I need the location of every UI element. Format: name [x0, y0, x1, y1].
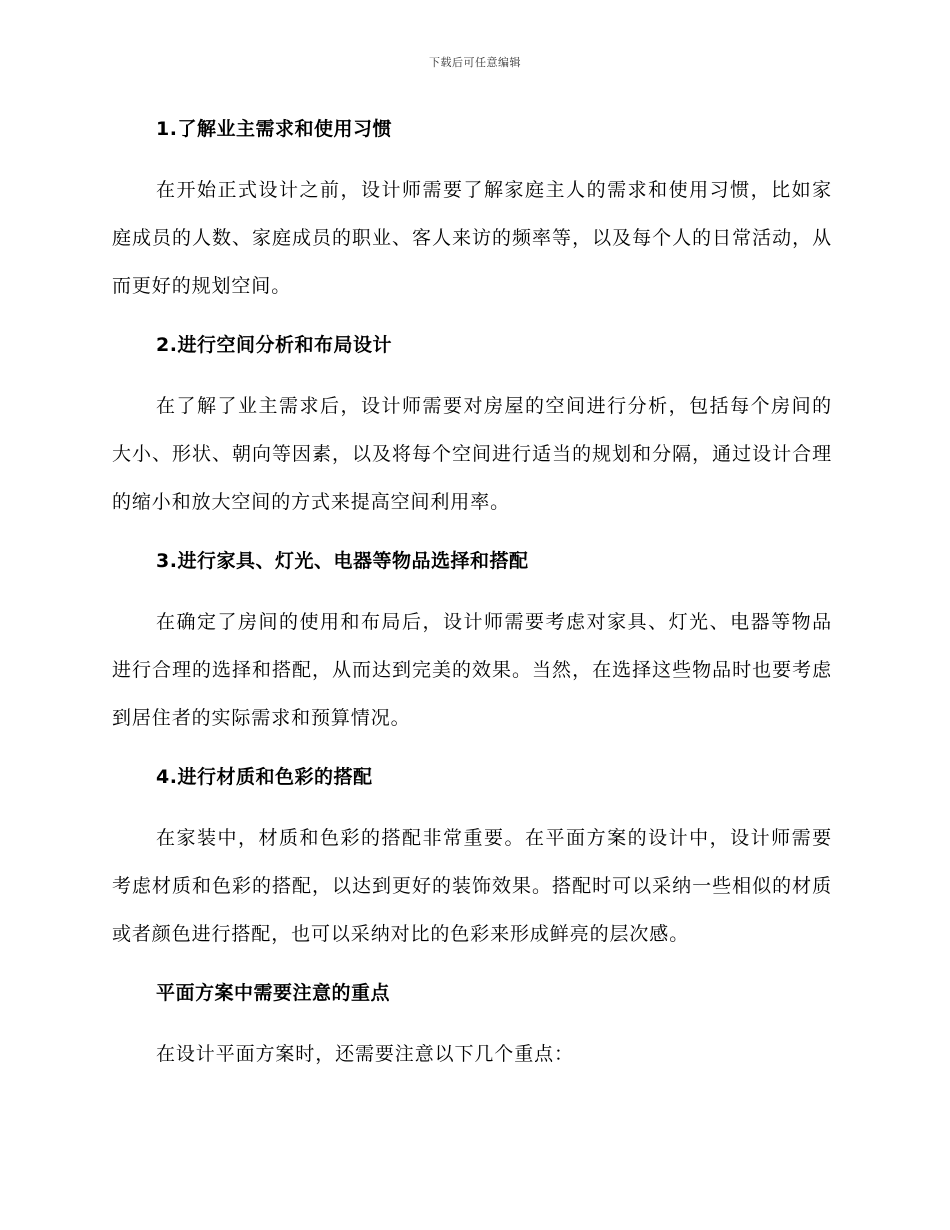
section-paragraph: 在开始正式设计之前，设计师需要了解家庭主人的需求和使用习惯，比如家庭成员的人数、家庭成员的职业、客人来访的频率等，以及每个人的日常活动，从而更好的规划空间。: [112, 179, 832, 297]
section-3: [112, 544, 832, 760]
section-heading: 2.进行空间分析和布局设计: [156, 334, 392, 356]
section-2: [112, 328, 832, 544]
section-heading: 3.进行家具、灯光、电器等物品选择和搭配: [156, 550, 529, 572]
section-4: [112, 760, 832, 976]
section-heading: 1.了解业主需求和使用习惯: [156, 118, 392, 140]
header-note: 下载后可任意编辑: [429, 56, 521, 69]
section-paragraph: 在了解了业主需求后，设计师需要对房屋的空间进行分析，包括每个房间的大小、形状、朝向等因素，以及将每个空间进行适当的规划和分隔，通过设计合理的缩小和放大空间的方式来提高空间利用率。: [112, 395, 832, 513]
document-body: [112, 112, 832, 1078]
section-1: [112, 112, 832, 328]
section-paragraph: 在设计平面方案时，还需要注意以下几个重点：: [156, 1043, 574, 1065]
section-heading: 平面方案中需要注意的重点: [156, 982, 391, 1004]
section-paragraph: 在家装中，材质和色彩的搭配非常重要。在平面方案的设计中，设计师需要考虑材质和色彩的搭配，以达到更好的装饰效果。搭配时可以采纳一些相似的材质或者颜色进行搭配，也可以采纳对比的色彩来形成鲜亮的层次感。: [112, 827, 832, 945]
section-paragraph: 在确定了房间的使用和布局后，设计师需要考虑对家具、灯光、电器等物品进行合理的选择和搭配，从而达到完美的效果。当然，在选择这些物品时也要考虑到居住者的实际需求和预算情况。: [112, 611, 832, 729]
section-5: [112, 976, 832, 1078]
section-heading: 4.进行材质和色彩的搭配: [156, 766, 373, 788]
